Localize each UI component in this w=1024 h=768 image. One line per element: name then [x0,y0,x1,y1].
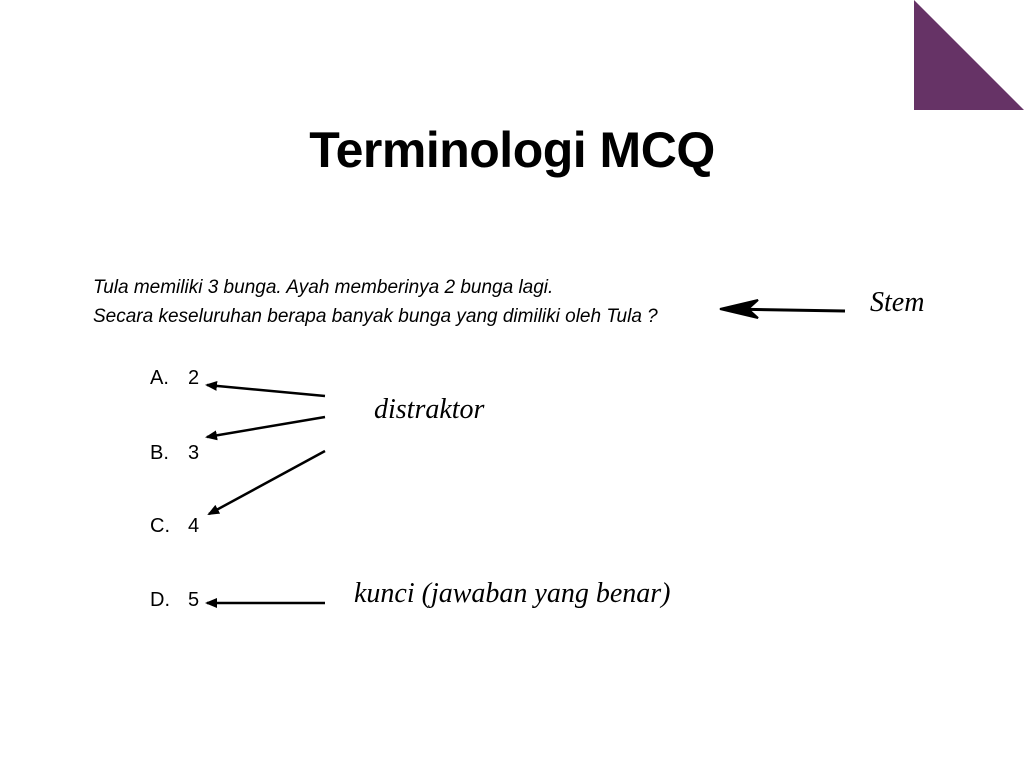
option-d [150,588,199,612]
option-a-letter: A. [150,367,169,389]
option-a-value: 2 [188,367,200,389]
annotation-stem: Stem [870,287,925,318]
distractor-arrow-c [209,451,325,514]
option-a [150,366,199,390]
stem-line-1: Tula memiliki 3 bunga. Ayah memberinya 2 bunga lagi. [93,277,554,298]
option-c-value: 4 [188,515,200,537]
option-b-letter: B. [150,442,169,464]
slide-title: Terminologi MCQ [309,122,715,178]
distractor-arrow-b [207,417,325,437]
option-b [150,441,199,465]
option-c-letter: C. [150,515,170,537]
question-stem [93,273,853,331]
option-d-letter: D. [150,589,170,611]
distractor-arrow-a [207,385,325,396]
stem-line-2: Secara keseluruhan berapa banyak bunga yang dimiliki oleh Tula ? [93,306,658,327]
annotation-distractor: distraktor [374,394,485,425]
option-d-value: 5 [188,589,200,611]
corner-triangle-decoration [914,0,1024,110]
annotation-key: kunci (jawaban yang benar) [354,578,671,609]
option-c [150,514,199,538]
option-b-value: 3 [188,442,200,464]
